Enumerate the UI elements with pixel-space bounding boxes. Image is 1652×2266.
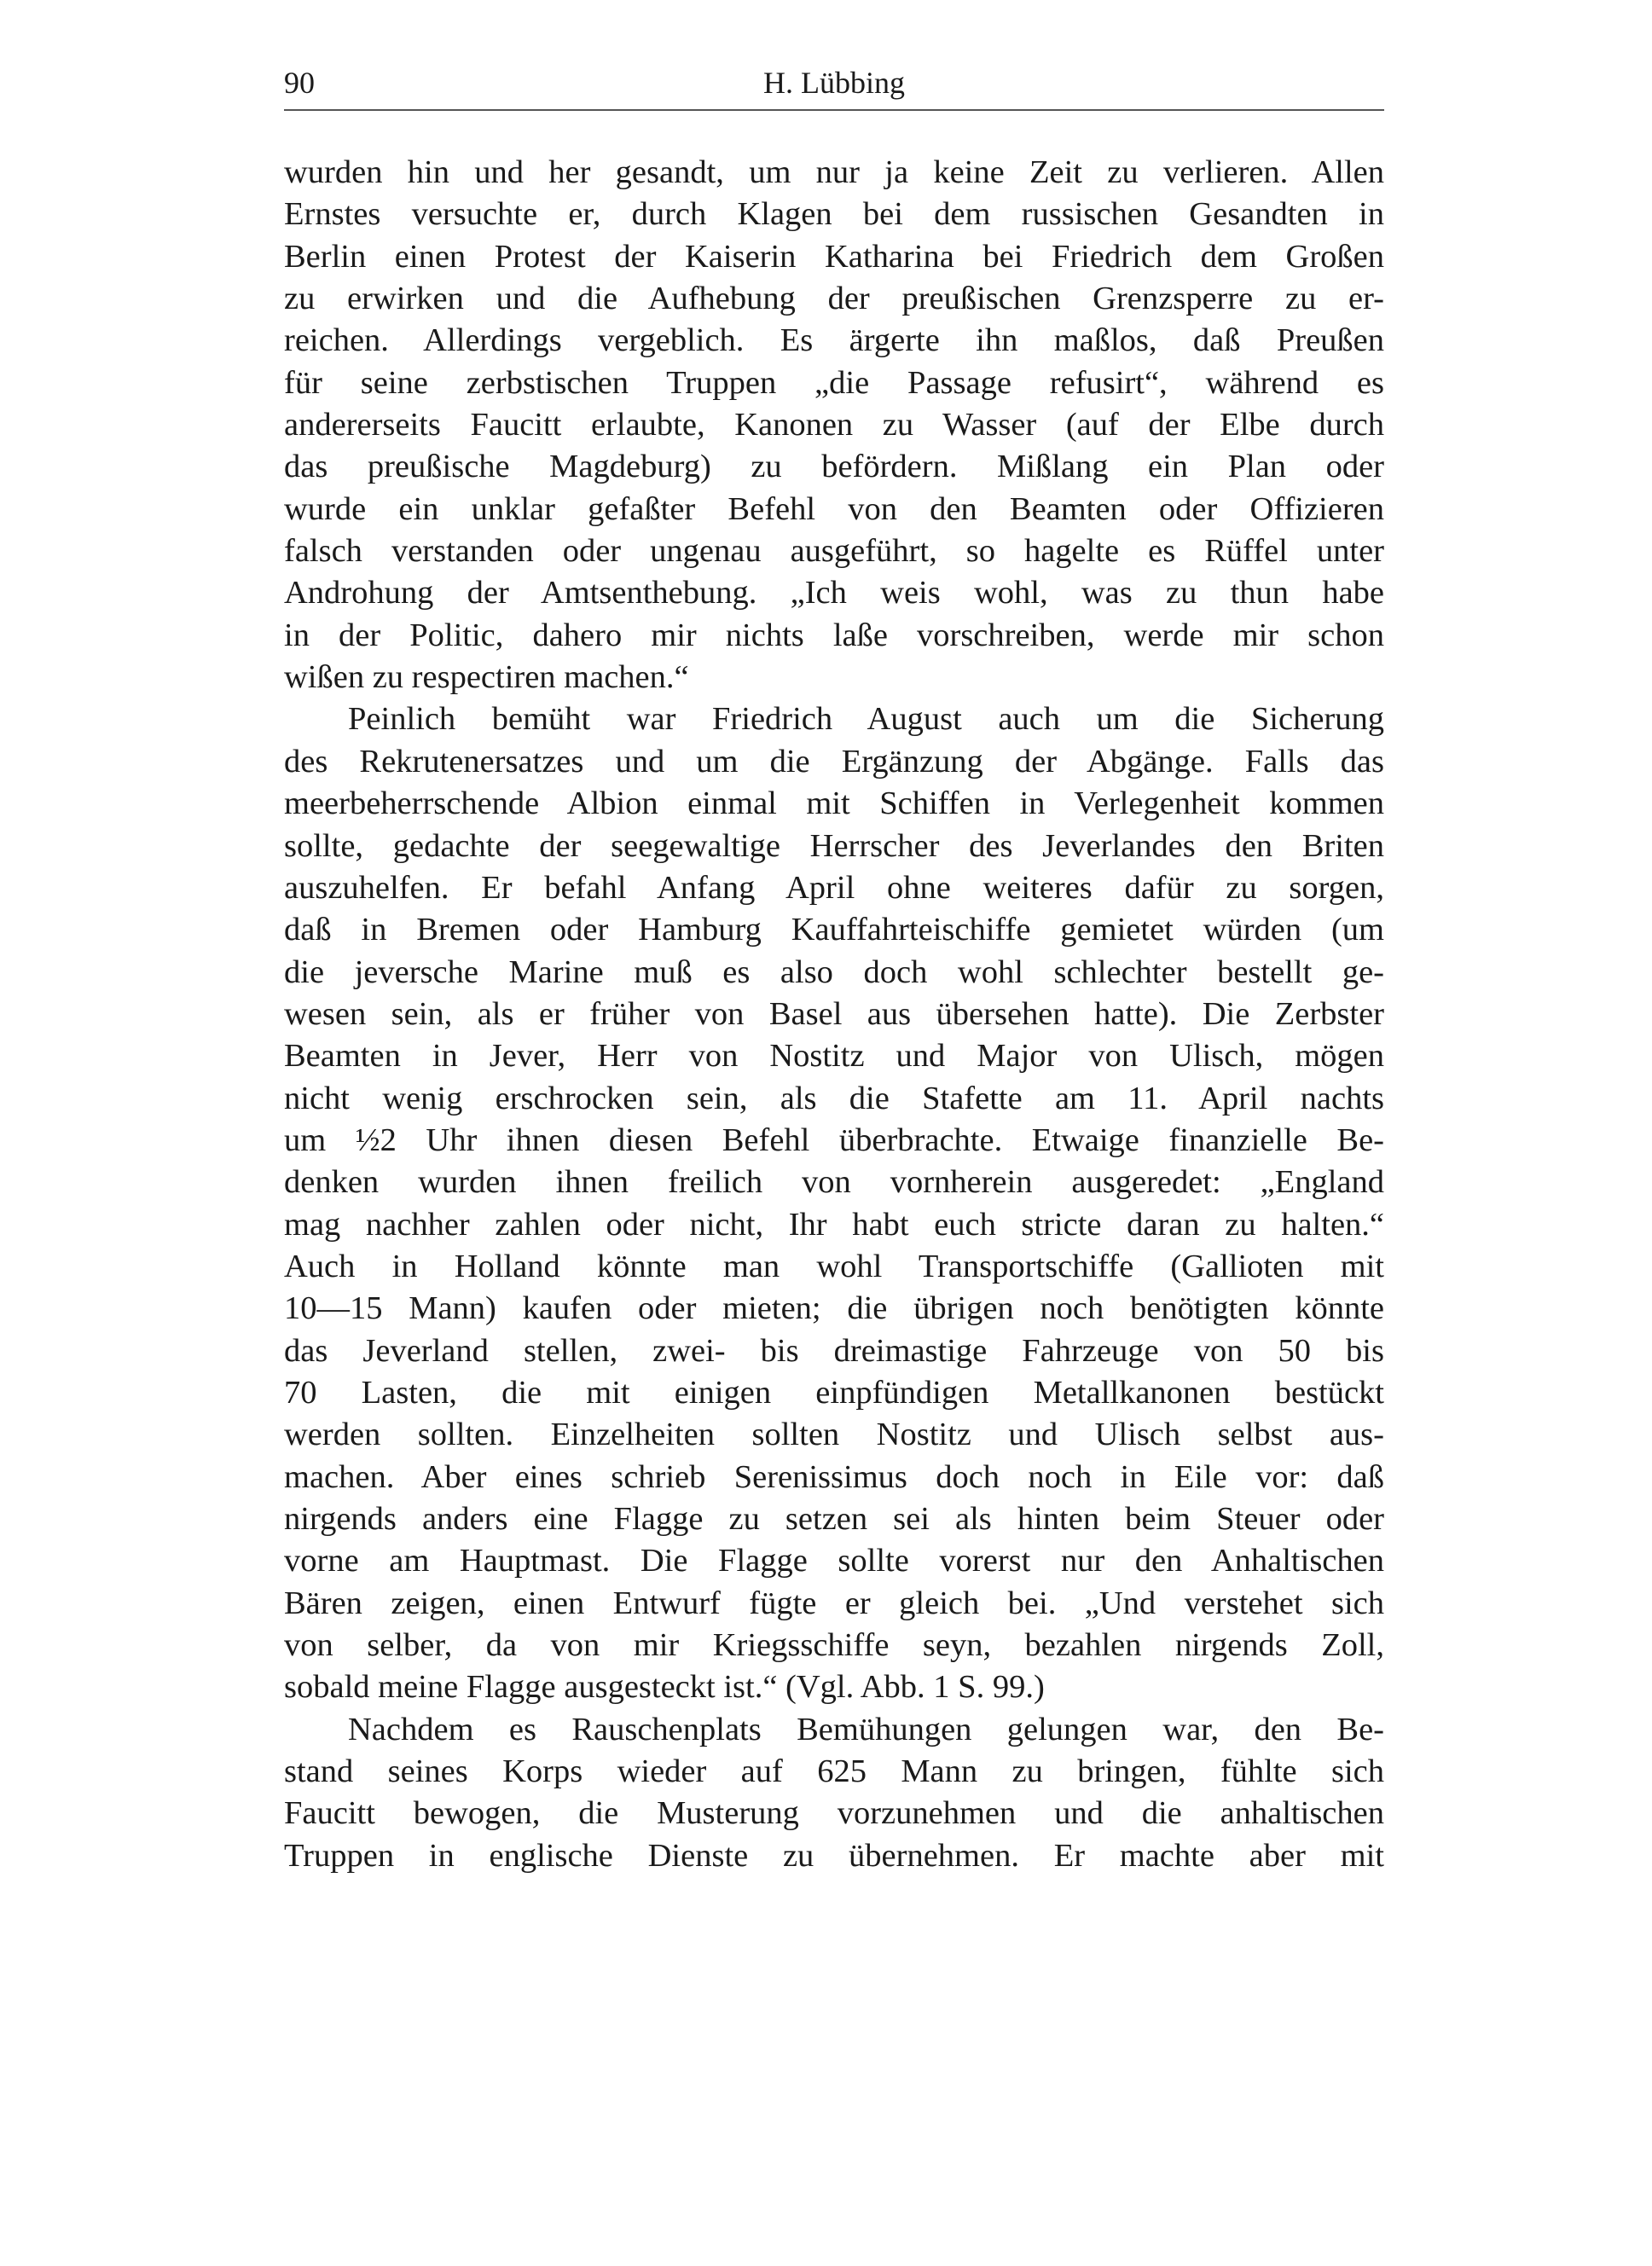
text-line: wesen sein, als er früher von Basel aus übersehen hatte). Die Zerbster [284, 995, 1384, 1032]
text-line: daß in Bremen oder Hamburg Kauffahrteischiffe gemietet würden (um [284, 912, 1384, 948]
text-line: andererseits Faucitt erlaubte, Kanonen zu Wasser (auf der Elbe durch [284, 407, 1384, 443]
text-line: werden sollten. Einzelheiten sollten Nostitz und Ulisch selbst aus- [284, 1417, 1384, 1453]
body-text [284, 152, 1384, 1877]
running-title: H. Lübbing [763, 66, 905, 100]
text-line: Truppen in englische Dienste zu übernehmen. Er machte aber mit [284, 1837, 1384, 1874]
text-line: Faucitt bewogen, die Musterung vorzunehmen und die anhaltischen [284, 1795, 1384, 1832]
text-line: Auch in Holland könnte man wohl Transportschiffe (Gallioten mit [284, 1248, 1384, 1284]
text-line: wurden hin und her gesandt, um nur ja keine Zeit zu verlieren. Allen [284, 154, 1384, 190]
paragraph-1 [284, 152, 1384, 698]
text-line: in der Politic, dahero mir nichts laße vorschreiben, werde mir schon [284, 617, 1384, 653]
text-line: um ½2 Uhr ihnen diesen Befehl überbrachte. Etwaige finanzielle Be- [284, 1121, 1384, 1158]
text-line: Berlin einen Protest der Kaiserin Katharina bei Friedrich dem Großen [284, 238, 1384, 275]
header-rule [284, 109, 1384, 111]
text-line: für seine zerbstischen Truppen „die Passage refusirt“, während es [284, 364, 1384, 401]
text-line: 10—15 Mann) kaufen oder mieten; die übrigen noch benötigten könnte [284, 1290, 1384, 1327]
text-line: von selber, da von mir Kriegsschiffe seyn, bezahlen nirgends Zoll, [284, 1627, 1384, 1664]
paragraph-2 [284, 698, 1384, 1708]
text-line: das Jeverland stellen, zwei- bis dreimastige Fahrzeuge von 50 bis [284, 1332, 1384, 1369]
text-line: wurde ein unklar gefaßter Befehl von den Beamten oder Offizieren [284, 490, 1384, 527]
text-line: nirgends anders eine Flagge zu setzen sei als hinten beim Steuer oder [284, 1501, 1384, 1537]
text-line: stand seines Korps wieder auf 625 Mann zu bringen, fühlte sich [284, 1753, 1384, 1790]
text-line: nicht wenig erschrocken sein, als die Stafette am 11. April nachts [284, 1080, 1384, 1116]
text-line: zu erwirken und die Aufhebung der preußischen Grenzsperre zu er- [284, 281, 1384, 317]
text-line: Peinlich bemüht war Friedrich August auch um die Sicherung [348, 701, 1384, 738]
text-line: Beamten in Jever, Herr von Nostitz und Major von Ulisch, mögen [284, 1038, 1384, 1075]
text-line: mag nachher zahlen oder nicht, Ihr habt euch stricte daran zu halten.“ [284, 1206, 1384, 1243]
paragraph-3 [284, 1709, 1384, 1877]
text-line: 70 Lasten, die mit einigen einpfündigen Metallkanonen bestückt [284, 1374, 1384, 1411]
text-line: wißen zu respectiren machen.“ [284, 659, 689, 696]
text-line: reichen. Allerdings vergeblich. Es ärgerte ihn maßlos, daß Preußen [284, 322, 1384, 359]
text-line: das preußische Magdeburg) zu befördern. Mißlang ein Plan oder [284, 449, 1384, 485]
text-line: des Rekrutenersatzes und um die Ergänzung der Abgänge. Falls das [284, 743, 1384, 779]
text-line: Nachdem es Rauschenplats Bemühungen gelungen war, den Be- [348, 1711, 1384, 1747]
text-line: machen. Aber eines schrieb Serenissimus doch noch in Eile vor: daß [284, 1458, 1384, 1495]
text-line: Bären zeigen, einen Entwurf fügte er gleich bei. „Und verstehet sich [284, 1585, 1384, 1621]
text-line: denken wurden ihnen freilich von vornherein ausgeredet: „England [284, 1164, 1384, 1201]
running-head [284, 58, 1384, 107]
page-number: 90 [284, 66, 315, 100]
text-line: sobald meine Flagge ausgesteckt ist.“ (Vgl. Abb. 1 S. 99.) [284, 1669, 1045, 1706]
text-line: Androhung der Amtsenthebung. „Ich weis wohl, was zu thun habe [284, 575, 1384, 611]
text-line: sollte, gedachte der seegewaltige Herrscher des Jeverlandes den Briten [284, 827, 1384, 864]
text-line: Ernstes versuchte er, durch Klagen bei dem russischen Gesandten in [284, 196, 1384, 233]
text-line: falsch verstanden oder ungenau ausgeführt, so hagelte es Rüffel unter [284, 533, 1384, 570]
text-line: die jeversche Marine muß es also doch wohl schlechter bestellt ge- [284, 953, 1384, 990]
text-line: vorne am Hauptmast. Die Flagge sollte vorerst nur den Anhaltischen [284, 1543, 1384, 1579]
text-line: meerbeherrschende Albion einmal mit Schiffen in Verlegenheit kommen [284, 785, 1384, 822]
text-line: auszuhelfen. Er befahl Anfang April ohne weiteres dafür zu sorgen, [284, 869, 1384, 906]
